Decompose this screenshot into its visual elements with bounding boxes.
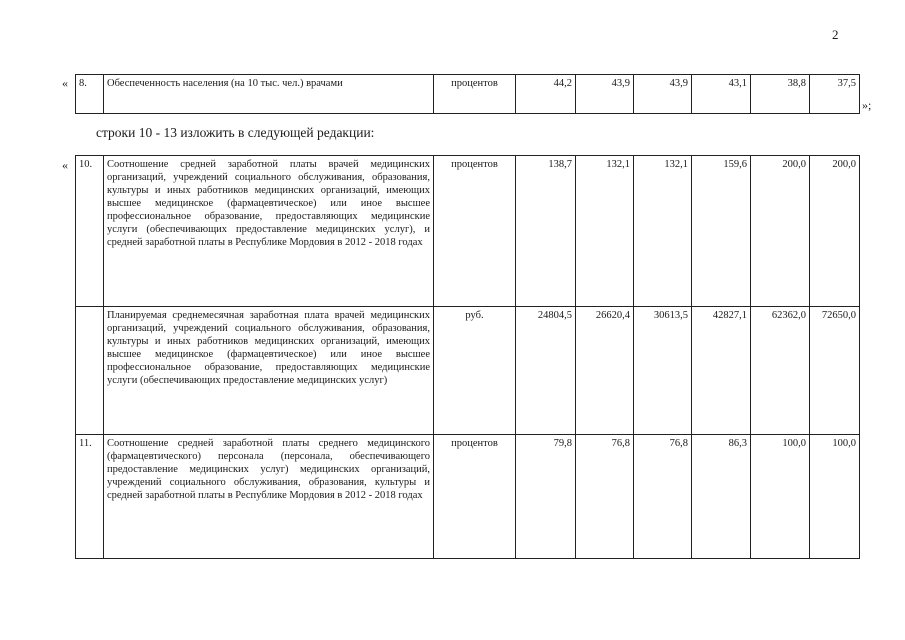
value-cell: 200,0 bbox=[810, 156, 860, 307]
value-cell: 100,0 bbox=[751, 435, 810, 559]
value-cell: 37,5 bbox=[810, 75, 860, 114]
value-cell: 72650,0 bbox=[810, 307, 860, 435]
page-number: 2 bbox=[832, 27, 839, 42]
value-cell: 138,7 bbox=[516, 156, 576, 307]
table-row bbox=[76, 435, 860, 559]
value-cell: 132,1 bbox=[634, 156, 692, 307]
value-cell: 132,1 bbox=[576, 156, 634, 307]
unit-cell: процентов bbox=[434, 156, 516, 307]
value-cell: 76,8 bbox=[634, 435, 692, 559]
row-number bbox=[76, 307, 104, 435]
table-row bbox=[76, 75, 860, 114]
rows-10-13-table bbox=[75, 155, 860, 559]
value-cell: 79,8 bbox=[516, 435, 576, 559]
row-number: 11. bbox=[76, 435, 104, 559]
row-number: 10. bbox=[76, 156, 104, 307]
table-row bbox=[76, 307, 860, 435]
table-row bbox=[76, 156, 860, 307]
value-cell: 38,8 bbox=[751, 75, 810, 114]
indicator-name: Соотношение средней заработной платы врачей медицинских организаций, учреждений социального обслуживания, образования, культуры и иных работников медицинских организаций, имеющих высшее медицинское (фармацевтическое) или иное высшее профессиональное образование, предоставляющих медицинские услуги (обеспечивающих предоставление медицинских услуг), и средней заработной платы в Республике Мордовия в 2012 - 2018 годах bbox=[104, 156, 434, 307]
unit-cell: процентов bbox=[434, 75, 516, 114]
indicator-name: Соотношение средней заработной платы среднего медицинского (фармацевтического) персонала (персонала, обеспечивающего предоставление медицинских услуг) медицинских организаций, учреждений социального обслуживания, образования, культуры и средней заработной платы в Республике Мордовия в 2012 - 2018 годах bbox=[104, 435, 434, 559]
value-cell: 86,3 bbox=[692, 435, 751, 559]
row-8-table bbox=[75, 74, 860, 114]
value-cell: 26620,4 bbox=[576, 307, 634, 435]
value-cell: 76,8 bbox=[576, 435, 634, 559]
value-cell: 42827,1 bbox=[692, 307, 751, 435]
value-cell: 44,2 bbox=[516, 75, 576, 114]
value-cell: 62362,0 bbox=[751, 307, 810, 435]
value-cell: 43,1 bbox=[692, 75, 751, 114]
value-cell: 100,0 bbox=[810, 435, 860, 559]
indicator-name: Планируемая среднемесячная заработная плата врачей медицинских организаций, учреждений социального обслуживания, образования, культуры и иных работников медицинских организаций, имеющих высшее медицинское (фармацевтическое) или иное высшее профессиональное образование, предоставляющих медицинские услуги (обеспечивающих предоставление медицинских услуг) bbox=[104, 307, 434, 435]
value-cell: 200,0 bbox=[751, 156, 810, 307]
unit-cell: руб. bbox=[434, 307, 516, 435]
indicator-name: Обеспеченность населения (на 10 тыс. чел.) врачами bbox=[104, 75, 434, 114]
open-quote: « bbox=[62, 158, 68, 172]
unit-cell: процентов bbox=[434, 435, 516, 559]
close-quote: »; bbox=[862, 98, 872, 112]
row-number: 8. bbox=[76, 75, 104, 114]
value-cell: 159,6 bbox=[692, 156, 751, 307]
value-cell: 24804,5 bbox=[516, 307, 576, 435]
open-quote: « bbox=[62, 76, 68, 90]
value-cell: 30613,5 bbox=[634, 307, 692, 435]
value-cell: 43,9 bbox=[634, 75, 692, 114]
instruction-text: строки 10 - 13 изложить в следующей редакции: bbox=[96, 125, 375, 140]
value-cell: 43,9 bbox=[576, 75, 634, 114]
